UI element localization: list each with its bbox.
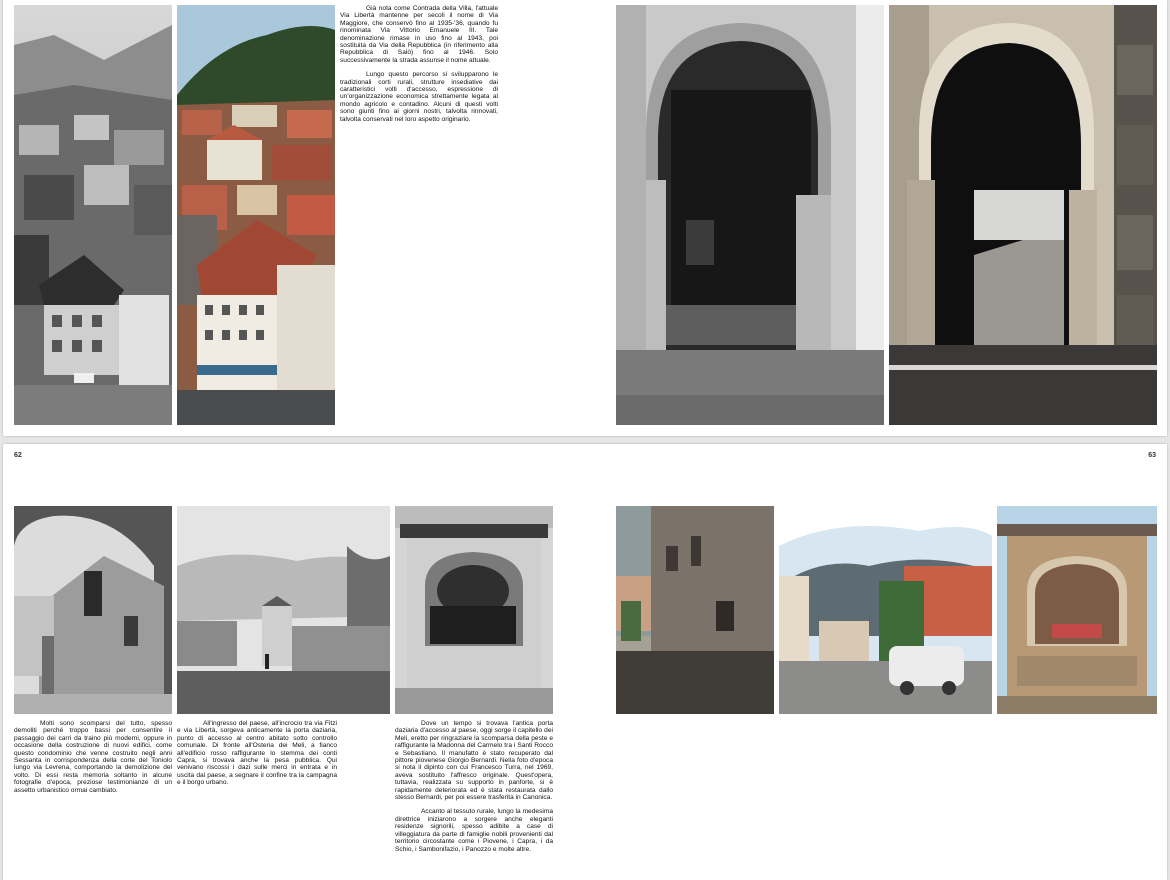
- text-block-top: [340, 5, 498, 123]
- photo-town-aerial-bw: [14, 5, 172, 425]
- paragraph: Accanto al tessuto rurale, lungo la medesima direttrice iniziarono a sorgere anche eleganti residenze signorili, spesso adibite a case di villeggiatura da parte di famiglie nobili provenienti dal territorio circostante come i Piovene, i Capra, i da Schio, i Sambonifazio, i Panozzo e molte altre.: [395, 808, 553, 853]
- page-number-right: 63: [1148, 452, 1156, 459]
- paragraph: Già nota come Contrada della Villa, l'attuale Via Libertà mantenne per secoli il nome di Via Maggiore, che conservò fino al 1935-'36, quando fu rinominata Via Vittorio Emanuele III. Tale denominazione rimase in uso fino al 1943, poi sostituita da Via della Repubblica (in riferimento alla Repubblica di Salò) fino al 1946. Solo successivamente la strada assunse il nome attuale.: [340, 5, 498, 64]
- photo-capitello-color: [997, 506, 1157, 714]
- photo-gateway-road: [177, 506, 390, 714]
- photo-arch-bw: [616, 5, 884, 425]
- photo-capitello-bw: [395, 506, 553, 714]
- text-block-bottom-1: [14, 720, 172, 794]
- photo-town-aerial-color: [177, 5, 335, 425]
- paragraph: Lungo questo percorso si svilupparono le tradizionali corti rurali, strutture insediative dai caratteristici volti d'accesso, espressione di un'organizzazione economica strettamente legata al mondo agricolo e contadino. Alcuni di questi volti sono giunti fino ai giorni nostri, talvolta rinnovati, talvolta conservati nel loro aspetto originario.: [340, 71, 498, 123]
- photo-arch-color: [889, 5, 1157, 425]
- photo-condo-building: [616, 506, 774, 714]
- text-block-bottom-3: [395, 720, 553, 853]
- spread-bottom: [3, 444, 1167, 880]
- page-number-left: 62: [14, 452, 22, 459]
- paragraph: All'ingresso del paese, all'incrocio tra via Fitzi e via Libertà, sorgeva anticamente la porta daziaria, punto di accesso al centro abitato sotto controllo comunale. Di fronte all'Osteria dei Meli, a fianco all'edificio rosso raffigurante lo stemma dei conti Capra, si trovava anche la pesa pubblica. Qui venivano riscossi i dazi sulle merci in entrata e in uscita dal paese, a segnare il confine tra la campagna e il borgo urbano.: [177, 720, 337, 787]
- photo-street-with-car: [779, 506, 992, 714]
- photo-old-arch-with-man: [14, 506, 172, 714]
- paragraph: Dove un tempo si trovava l'antica porta daziaria d'accesso al paese, oggi sorge il capitello dei Meli, eretto per ringraziare la scomparsa della peste e raffigurante la Madonna del Carmelo tra i Santi Rocco e Sebastiano. Il manufatto è stato recuperato dal pittore piovenese Giorgio Bernardi. Nella foto d'epoca si nota il dipinto con cui Francesco Turra, nel 1969, aveva sostituito l'affresco originale. Quest'opera, tuttavia, realizzata su supporto in panforte, si è rapidamente deteriorata ed è stata restaurata dallo stesso Bernardi, per poi essere trasferita in Canonica.: [395, 720, 553, 802]
- spread-top: [3, 0, 1167, 436]
- text-block-bottom-2: [177, 720, 337, 787]
- paragraph: Molti sono scomparsi del tutto, spesso demoliti perché troppo bassi per consentire il passaggio dei carri da traino più moderni, oppure in occasione della costruzione di nuovi edifici, come questo condominio che venne costruito negli anni Sessanta in corrispondenza della corte del Toniolo lungo via Levrena, comportando la demolizione del volto. Di essi resta memoria soltanto in alcune fotografie d'epoca, preziose testimonianze di un assetto urbanistico ormai cambiato.: [14, 720, 172, 794]
